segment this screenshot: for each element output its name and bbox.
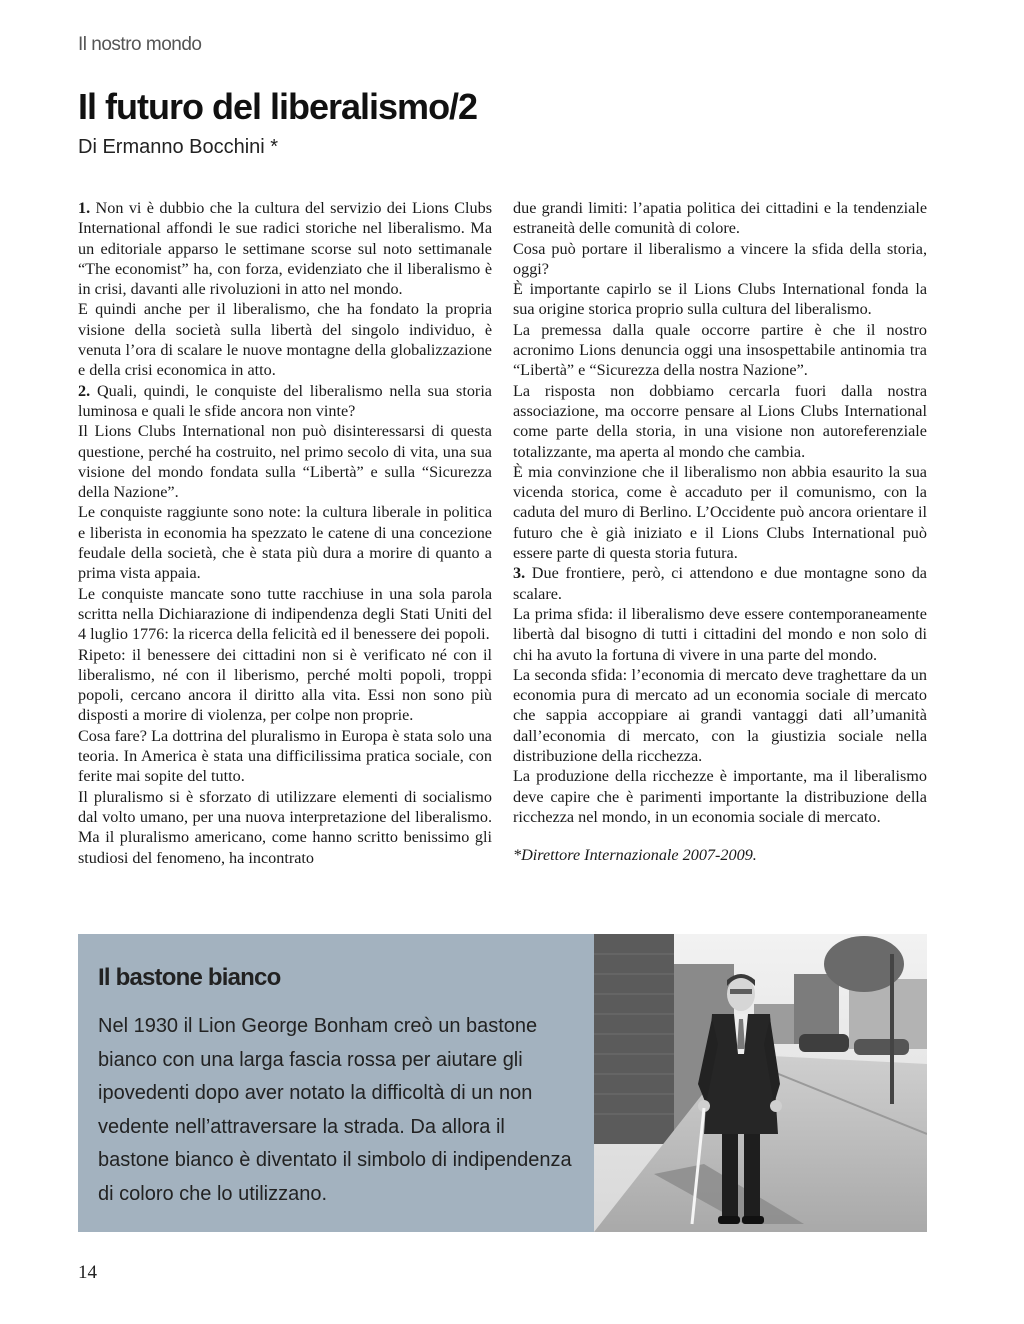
paragraph: 3. Due frontiere, però, ci attendono e due montagne sono da scalare. <box>513 564 927 603</box>
paragraph: Il pluralismo si è sforzato di utilizzare elementi di socialismo dal volto umano, per una nuova interpretazione del liberalismo. Ma il pluralismo americano, come hanno scritto benissimo gli studiosi del fenomeno, ha incontrato <box>78 787 492 867</box>
historical-photo <box>594 934 927 1232</box>
paragraph: È mia convinzione che il liberalismo non abbia esaurito la sua vicenda storica, come è accaduto per il comunismo, con la caduta del muro di Berlino. L’Occidente può ancora orientare il futuro che è già iniziato e il Lions Clubs International può essere parte di questa storia futura. <box>513 462 927 563</box>
paragraph: Le conquiste mancate sono tutte racchiuse in una sola parola scritta nella Dichiarazione di indipendenza degli Stati Uniti del 4 luglio 1776: la ricerca della felicità ed il benessere dei popoli. <box>78 584 492 644</box>
sidebar-box-title: Il bastone bianco <box>98 964 281 991</box>
paragraph: La premessa dalla quale occorre partire è che il nostro acronimo Lions denuncia oggi una insospettabile antinomia tra “Libertà” e “Sicurezza della nostra Nazione”. <box>513 320 927 380</box>
paragraph: È importante capirlo se il Lions Clubs International fonda la sua origine storica proprio sulla cultura del liberalismo. <box>513 280 927 319</box>
paragraph: E quindi anche per il liberalismo, che ha fondato la propria visione della società sulla libertà del singolo individuo, è venuta l’ora di scalare le nuove montagne della globalizzazione e della crisi economica in atto. <box>78 300 492 380</box>
article-title: Il futuro del liberalismo/2 <box>78 86 478 127</box>
paragraph: 2. Quali, quindi, le conquiste del liberalismo nella sua storia luminosa e quali le sfide ancora non vinte? <box>78 381 492 420</box>
author-footnote: *Direttore Internazionale 2007-2009. <box>513 846 757 865</box>
paragraph: Ripeto: il benessere dei cittadini non si è verificato né con il liberalismo, né con il liberismo, perché molti popoli, troppi popoli, cercano ancora il diritto alla vita. Essi non sono più disposti a morire di violenza, per colpe non proprie. <box>78 645 492 725</box>
paragraph: La seconda sfida: l’economia di mercato deve traghettare da un economia pura di mercato ad un economia sociale di mercato che sappia accoppiare ai grandi vantaggi dati all’umanità dall’economia di mercato, con la giustizia sociale nella distribuzione della ricchezza. <box>513 665 927 766</box>
paragraph: 1. Non vi è dubbio che la cultura del servizio dei Lions Clubs International affondi le sue radici storiche nel liberalismo. Ma un editoriale apparso le settimane scorse sul noto settimanale “The economist” ha, con forza, evidenziato che il liberalismo è in crisi, davanti alle rivoluzioni in atto nel mondo. <box>78 199 493 299</box>
paragraph: Le conquiste raggiunte sono note: la cultura liberale in politica e liberista in economia ha spezzato le catene di una concezione feudale della società, che è stata più dura a morire di quanto a prima vista appaia. <box>78 503 492 583</box>
paragraph: Cosa fare? La dottrina del pluralismo in Europa è stata solo una teoria. In America è stata una difficilissima pratica sociale, con ferite mai sopite del tutto. <box>78 726 492 786</box>
page-number: 14 <box>78 1262 97 1283</box>
section-number: 2. <box>78 381 91 400</box>
article-byline: Di Ermanno Bocchini * <box>78 136 279 158</box>
paragraph: due grandi limiti: l’apatia politica dei cittadini e la tendenziale estraneità delle comunità di colore. <box>513 199 927 238</box>
sidebar-box-text: Nel 1930 il Lion George Bonham creò un bastone bianco con una larga fascia rossa per aiutare gli ipovedenti dopo aver notato la difficoltà di un non vedente nell’attraversare la strada. Da allora il bastone bianco è diventato il simbolo di indipendenza di coloro che lo utilizzano. <box>98 1015 572 1205</box>
paragraph: Cosa può portare il liberalismo a vincere la sfida della storia, oggi? <box>513 239 927 278</box>
article-column-right <box>513 198 927 866</box>
paragraph: Il Lions Clubs International non può disinteressarsi di questa questione, perché ha costruito, nel primo secolo di vita, una sua visione del mondo fondata sulla “Libertà” e sulla “Sicurezza della Nazione”. <box>78 422 492 502</box>
paragraph: La prima sfida: il liberalismo deve essere contemporaneamente libertà dal bisogno di tutti i cittadini del mondo e non solo di chi ha avuto la fortuna di vivere in una parte del mondo. <box>513 604 927 664</box>
paragraph: La risposta non dobbiamo cercarla fuori dalla nostra associazione, ma occorre pensare al Lions Clubs International come parte della storia, in una visione non autoreferenziale totalizzante, ma aperta al mondo che cambia. <box>513 381 927 461</box>
paragraph: La produzione della ricchezze è importante, ma il liberalismo deve capire che è parimenti importante la distribuzione della ricchezza nel mondo, in un economia sociale di mercato. <box>513 767 927 826</box>
section-number: 3. <box>513 564 526 583</box>
section-number: 1. <box>78 199 91 217</box>
section-label: Il nostro mondo <box>78 34 202 55</box>
article-column-left <box>78 198 492 868</box>
